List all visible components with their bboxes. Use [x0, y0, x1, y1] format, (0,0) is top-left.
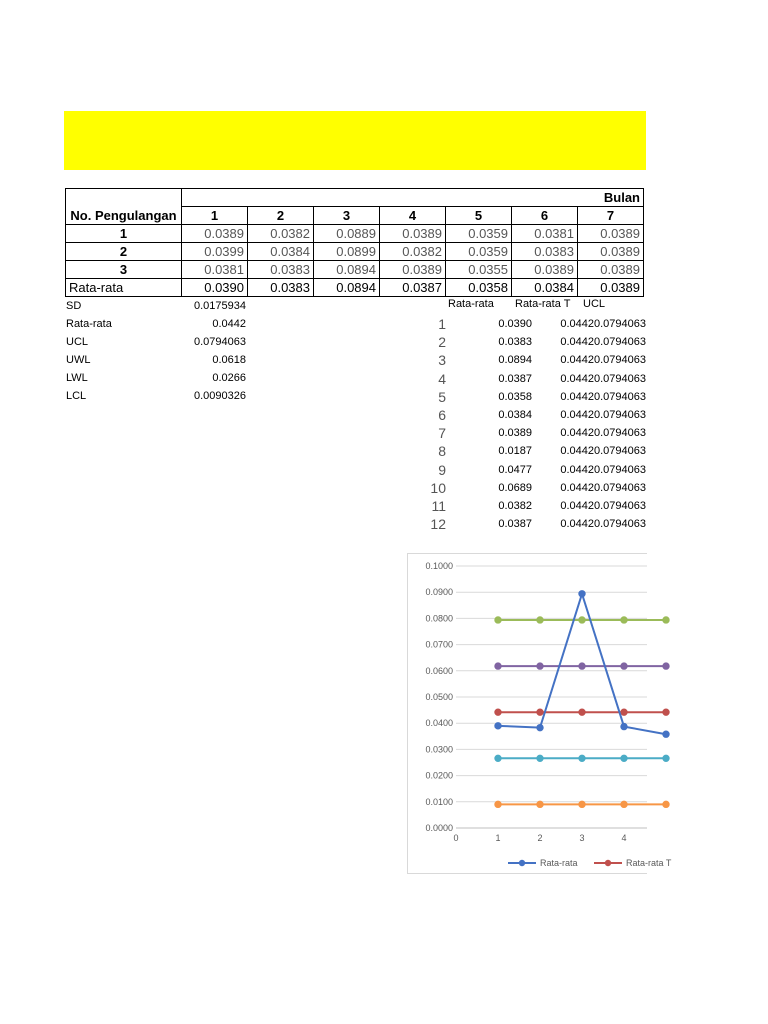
row-label: 2	[66, 243, 182, 261]
month-index: 3	[438, 352, 446, 369]
stat-label: Rata-rata	[66, 318, 112, 330]
ucl-value: 0.0794063	[594, 318, 646, 330]
table-row	[66, 243, 644, 261]
table-cell: 0.0381	[182, 261, 248, 279]
month-index: 11	[431, 498, 446, 514]
data-point	[495, 801, 501, 807]
overall-average: 0.0442	[560, 481, 594, 494]
pengulangan-header: No. Pengulangan	[66, 207, 182, 225]
list-item	[420, 479, 646, 497]
x-tick-label: 0	[453, 833, 459, 843]
list-item	[420, 442, 646, 460]
data-point	[621, 755, 627, 761]
bulan-header: Bulan	[182, 189, 644, 207]
monthly-average: 0.0389	[498, 427, 532, 440]
y-tick-label: 0.1000	[425, 561, 453, 571]
ucl-value: 0.0794063	[594, 481, 646, 494]
monthly-average: 0.0187	[498, 445, 532, 458]
data-point	[621, 663, 627, 669]
table-cell: 0.0359	[446, 243, 512, 261]
table-row	[66, 261, 644, 279]
data-point	[663, 731, 669, 737]
corner-cell	[66, 189, 182, 207]
monthly-average: 0.0382	[498, 500, 532, 512]
row-label: 1	[66, 225, 182, 243]
y-tick-label: 0.0300	[425, 744, 453, 755]
y-tick-label: 0.0600	[425, 665, 453, 676]
stat-label: UCL	[66, 336, 89, 348]
table-cell: 0.0383	[248, 279, 314, 297]
overall-average: 0.0442	[560, 445, 594, 458]
table-cell: 0.0382	[380, 243, 446, 261]
ucl-value: 0.0794063	[594, 336, 646, 349]
month-index: 6	[438, 407, 446, 423]
y-tick-label: 0.0400	[425, 718, 453, 729]
table-cell: 0.0382	[248, 225, 314, 243]
stat-row	[66, 369, 246, 387]
list-item	[420, 406, 646, 424]
table-cell: 0.0389	[578, 243, 644, 261]
legend-marker	[605, 860, 611, 866]
list-header: Rata-rata	[448, 298, 494, 310]
y-tick-label: 0.0700	[425, 639, 453, 650]
data-point	[537, 724, 543, 730]
table-cell: 0.0899	[314, 243, 380, 261]
data-table	[65, 188, 644, 297]
ucl-value: 0.0794063	[594, 427, 646, 440]
data-point	[537, 801, 543, 807]
table-cell: 0.0389	[578, 279, 644, 297]
table-cell: 0.0894	[314, 279, 380, 297]
monthly-average: 0.0384	[498, 409, 532, 421]
stat-value: 0.0442	[212, 318, 246, 330]
overall-average: 0.0442	[560, 390, 594, 403]
month-header: 2	[248, 207, 314, 225]
stat-label: LWL	[66, 372, 88, 384]
data-point	[495, 617, 501, 623]
ucl-value: 0.0794063	[594, 354, 646, 367]
ucl-value: 0.0794063	[594, 409, 646, 421]
table-cell: 0.0889	[314, 225, 380, 243]
month-index: 8	[438, 443, 446, 460]
list-item	[420, 370, 646, 388]
data-point	[621, 709, 627, 715]
month-header: 6	[512, 207, 578, 225]
data-point	[663, 617, 669, 623]
table-cell: 0.0358	[446, 279, 512, 297]
data-point	[663, 755, 669, 761]
data-point	[537, 617, 543, 623]
table-cell: 0.0389	[380, 225, 446, 243]
list-header: UCL	[583, 298, 606, 310]
table-cell: 0.0355	[446, 261, 512, 279]
data-point	[495, 663, 501, 669]
row-label: Rata-rata	[66, 279, 182, 297]
month-index: 5	[438, 388, 446, 405]
table-cell: 0.0383	[248, 261, 314, 279]
data-point	[579, 617, 585, 623]
stat-value: 0.0175934	[194, 300, 246, 312]
data-point	[621, 617, 627, 623]
legend-marker	[519, 860, 525, 866]
stat-row	[66, 387, 246, 405]
data-point	[579, 591, 585, 597]
list-item	[420, 497, 646, 515]
data-point	[579, 709, 585, 715]
row-label: 3	[66, 261, 182, 279]
ucl-value: 0.0794063	[594, 390, 646, 403]
table-cell: 0.0389	[182, 225, 248, 243]
month-header: 5	[446, 207, 512, 225]
table-cell: 0.0390	[182, 279, 248, 297]
table-cell: 0.0384	[248, 243, 314, 261]
list-item	[420, 333, 646, 351]
overall-average: 0.0442	[560, 336, 594, 349]
y-tick-label: 0.0200	[425, 770, 453, 781]
table-cell: 0.0389	[380, 261, 446, 279]
stat-label: LCL	[66, 390, 87, 402]
chart-svg	[408, 554, 672, 873]
data-point	[537, 755, 543, 761]
data-point	[579, 801, 585, 807]
month-header: 3	[314, 207, 380, 225]
table-cell: 0.0359	[446, 225, 512, 243]
overall-average: 0.0442	[560, 409, 594, 421]
ucl-value: 0.0794063	[594, 372, 646, 385]
ucl-value: 0.0794063	[594, 445, 646, 458]
data-point	[621, 801, 627, 807]
month-index: 10	[430, 479, 446, 496]
data-point	[621, 723, 627, 729]
overall-average: 0.0442	[560, 372, 594, 385]
control-chart	[407, 553, 672, 874]
month-index: 12	[430, 516, 446, 533]
data-point	[579, 663, 585, 669]
ucl-value: 0.0794063	[594, 500, 646, 512]
legend-label: Rata-rata T	[626, 858, 672, 868]
title-band	[64, 111, 646, 170]
table-cell: 0.0387	[380, 279, 446, 297]
month-index: 9	[438, 461, 446, 478]
overall-average: 0.0442	[560, 518, 594, 531]
monthly-average: 0.0383	[498, 336, 532, 349]
x-tick-label: 4	[621, 833, 627, 843]
table-cell: 0.0389	[578, 261, 644, 279]
y-tick-label: 0.0800	[425, 613, 453, 624]
overall-average: 0.0442	[560, 354, 594, 367]
overall-average: 0.0442	[560, 500, 594, 512]
monthly-average: 0.0689	[498, 481, 532, 494]
list-item	[420, 351, 646, 369]
legend-label: Rata-rata	[540, 858, 578, 868]
list-header: Rata-rata T	[515, 298, 571, 310]
month-header: 4	[380, 207, 446, 225]
month-header: 1	[182, 207, 248, 225]
stat-row	[66, 315, 246, 333]
y-tick-label: 0.0900	[425, 587, 453, 598]
x-tick-label: 2	[537, 833, 543, 843]
stat-row	[66, 333, 246, 351]
list-item	[420, 515, 646, 533]
stat-value: 0.0794063	[194, 336, 246, 348]
monthly-average: 0.0894	[498, 354, 532, 367]
monthly-average: 0.0358	[498, 390, 532, 403]
table-cell: 0.0381	[512, 225, 578, 243]
month-header: 7	[578, 207, 644, 225]
stat-value: 0.0090326	[194, 390, 246, 402]
average-row	[66, 279, 644, 297]
table-cell: 0.0384	[512, 279, 578, 297]
data-point	[495, 755, 501, 761]
month-index: 7	[438, 425, 446, 442]
y-tick-label: 0.0500	[425, 692, 453, 702]
month-index: 1	[438, 316, 446, 332]
data-point	[537, 709, 543, 715]
stat-label: UWL	[66, 354, 91, 366]
stat-value: 0.0266	[212, 372, 246, 384]
table-cell: 0.0383	[512, 243, 578, 261]
data-point	[663, 663, 669, 669]
overall-average: 0.0442	[560, 463, 594, 476]
table-cell: 0.0389	[578, 225, 644, 243]
stat-row	[66, 351, 246, 369]
stat-value: 0.0618	[212, 354, 246, 366]
y-tick-label: 0.0100	[425, 796, 453, 807]
ucl-value: 0.0794063	[594, 463, 646, 476]
data-point	[663, 801, 669, 807]
table-cell: 0.0389	[512, 261, 578, 279]
list-item	[420, 461, 646, 479]
list-item	[420, 424, 646, 442]
data-point	[663, 709, 669, 715]
y-tick-label: 0.0000	[425, 823, 453, 833]
x-tick-label: 3	[579, 833, 585, 843]
data-point	[495, 709, 501, 715]
monthly-average: 0.0477	[498, 463, 532, 476]
data-point	[537, 663, 543, 669]
monthly-average: 0.0387	[498, 372, 532, 385]
table-row	[66, 225, 644, 243]
overall-average: 0.0442	[560, 427, 594, 440]
table-cell: 0.0399	[182, 243, 248, 261]
stat-row	[66, 297, 246, 315]
x-tick-label: 1	[495, 833, 501, 843]
ucl-value: 0.0794063	[594, 518, 646, 531]
monthly-average: 0.0390	[498, 318, 532, 330]
overall-average: 0.0442	[560, 318, 594, 330]
list-item	[420, 388, 646, 406]
list-item	[420, 315, 646, 333]
monthly-average: 0.0387	[498, 518, 532, 531]
data-point	[495, 723, 501, 729]
month-index: 2	[438, 334, 446, 351]
clip-mask	[646, 180, 768, 300]
data-point	[579, 755, 585, 761]
table-cell: 0.0894	[314, 261, 380, 279]
stat-label: SD	[66, 300, 82, 312]
month-index: 4	[438, 370, 446, 387]
